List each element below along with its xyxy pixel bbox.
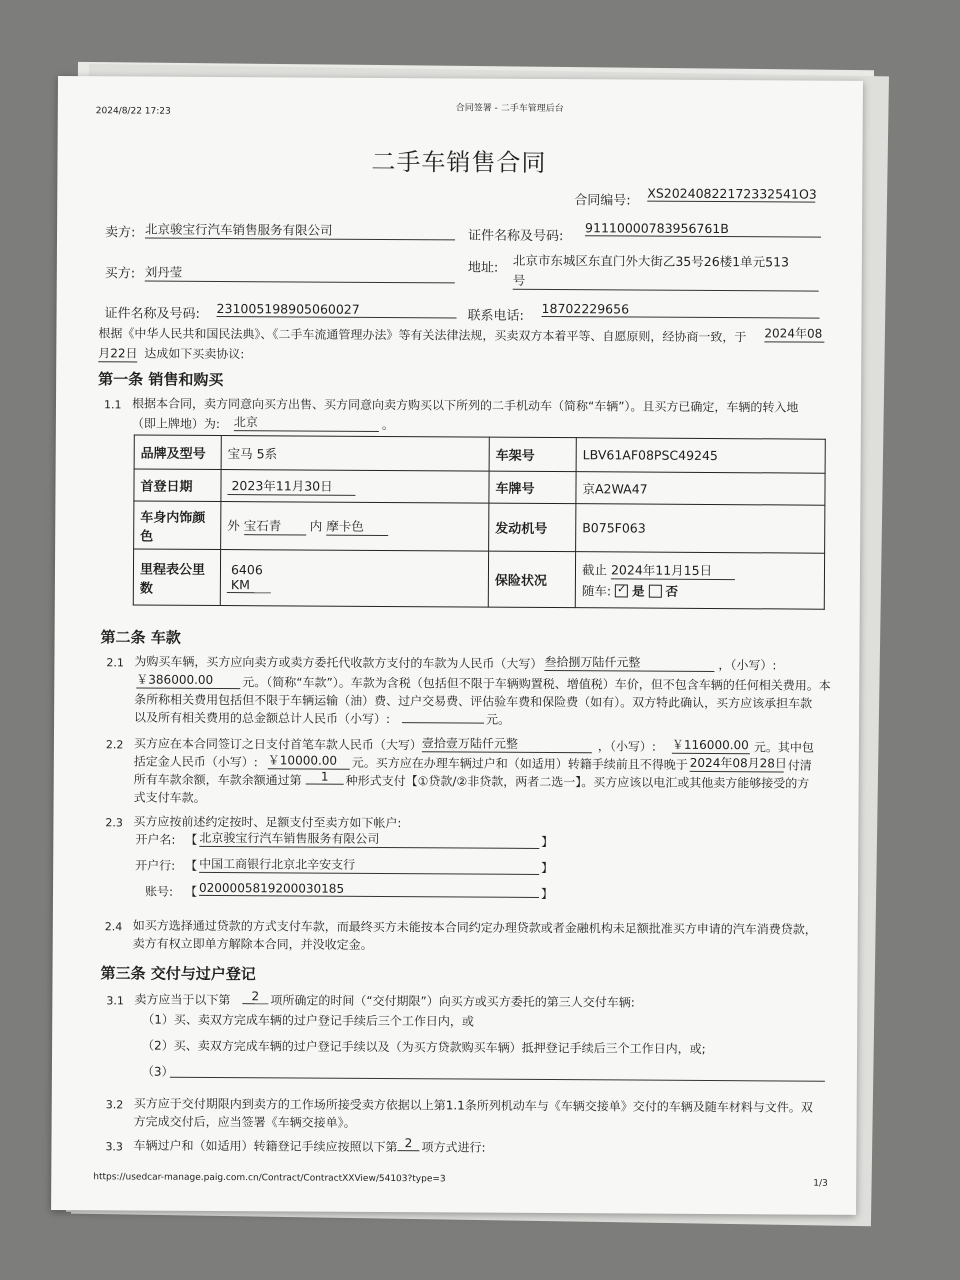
first-payment-number: ￥116000.00: [672, 736, 750, 754]
color-cell: [221, 502, 489, 552]
color-label-2: 色: [140, 529, 154, 545]
clause-3-1-num: 3.1: [106, 994, 124, 1008]
clause-3-3-line1-end: 项方式进行:: [421, 1140, 486, 1155]
clause-2-1-line1: 为购买车辆，买方应向卖方或卖方委托代收款方支付的车款为人民币（大写）: [134, 654, 543, 671]
address-line2: 号: [513, 271, 819, 292]
clause-3-2-num: 3.2: [105, 1098, 124, 1112]
plate-label: 车牌号: [489, 471, 576, 504]
payment-deadline: 2024年08月28日: [689, 755, 787, 771]
article-1-title: 第一条 销售和购买: [98, 370, 224, 390]
mileage-label-cell: [133, 549, 220, 606]
contract-page: [51, 76, 863, 1215]
clause-3-1-line1-end: 项所确定的时间（“交付期限”）向买方或买方委托的第三人交付车辆:: [270, 993, 635, 1010]
vin-label: 车架号: [489, 437, 576, 472]
bank-rb: 】: [541, 860, 554, 876]
plate-value: 京A2WA47: [576, 472, 825, 506]
clause-3-3-line1: 车辆过户和（如适用）转籍登记手续应按照以下第: [133, 1138, 398, 1155]
clause-2-2-line3-end: 种形式支付【①贷款/②非贷款，两者二选一】。买方应该以电汇或其他卖方能够接受的方: [345, 773, 810, 791]
intro-line2: 达成如下买卖协议:: [144, 346, 245, 362]
page-title: 二手车销售合同: [371, 147, 547, 177]
phone: 18702229656: [542, 301, 820, 319]
account-name: 北京骏宝行汽车销售服务有限公司: [199, 829, 539, 849]
clause-1-1-num: 1.1: [103, 398, 122, 412]
account-name-rb: 】: [541, 834, 554, 850]
article-2-title: 第二条 车款: [100, 628, 181, 647]
clause-2-4-num: 2.4: [104, 920, 123, 934]
contract-no: XS20240822172332541O3: [647, 185, 817, 202]
mileage-label-2: 数: [139, 581, 153, 597]
clause-2-3-num: 2.3: [105, 816, 123, 830]
total-amount-blank: [402, 708, 484, 724]
phone-label: 联系电话:: [467, 308, 524, 324]
with-car-label: 随车:: [581, 583, 612, 599]
mileage-cell: [220, 550, 488, 608]
clause-3-3-num: 3.3: [105, 1140, 123, 1154]
account-name-lb: 【: [185, 832, 198, 847]
footer-page-number: 1/3: [813, 1178, 828, 1189]
clause-3-1-opt3: （3）: [141, 1064, 174, 1079]
clause-2-2-line1: 买方应在本合同签订之日支付首笔车款人民币（大写）: [133, 736, 422, 753]
color-label-cell: [134, 501, 221, 550]
clause-3-1-opt3-blank: [170, 1063, 825, 1082]
print-timestamp: 2024/8/22 17:23: [95, 106, 171, 117]
clause-2-1-line4-end: 元。: [486, 712, 511, 727]
price-chinese: 叁拾捌万陆仟元整: [544, 653, 714, 672]
buyer-label: 买方:: [104, 266, 136, 282]
clause-2-3-text: 买方应按前述约定按时、足额支付至卖方如下帐户:: [133, 814, 402, 831]
clause-3-1-line1: 卖方应当于以下第: [134, 992, 231, 1008]
clause-3-1-opt2: （2）买、卖双方完成车辆的过户登记手续以及（为买方贷款购买车辆）抵押登记手续后三个工作日内，或;: [142, 1038, 706, 1056]
clause-2-2-line2: 括定金人民币（小写）:: [133, 754, 258, 770]
seller-id: 91110000783956761B: [585, 220, 821, 237]
first-payment-chinese: 壹拾壹万陆仟元整: [422, 734, 592, 753]
insurance-label: 保险状况: [488, 551, 575, 608]
clause-2-1-line4: 以及所有相关费用的总金额总计人民币（小写）:: [134, 710, 391, 727]
clause-3-2-line2: 方完成交付后，应当签署《车辆交接单》。: [133, 1114, 356, 1130]
exterior-prefix: 外: [227, 518, 240, 534]
seller-id-label: 证件名称及号码:: [467, 228, 564, 245]
exterior-color: 宝石青: [244, 516, 306, 535]
clause-2-2-line1-end: 元。其中包: [753, 740, 814, 755]
clause-1-1-dot: 。: [381, 417, 394, 433]
article-3-title: 第三条 交付与过户登记: [100, 964, 256, 984]
clause-2-4-line1: 如买方选择通过贷款的方式支付车款，而最终买方未能按本合同约定办理贷款或者金融机构未足额批准买方申请的汽车消费贷款，: [132, 918, 817, 937]
insurance-prefix: 截止: [581, 562, 608, 578]
deposit-amount: ￥10000.00: [268, 751, 350, 770]
clause-1-1-line2: （即上牌地）为:: [131, 416, 220, 431]
clause-2-2-line3: 所有车款余额，车款余额通过第: [133, 772, 302, 788]
seller-label: 卖方:: [104, 225, 136, 241]
no-label: 否: [665, 583, 679, 599]
yes-label: 是: [632, 583, 645, 599]
address-line1: 北京市东城区东直门外大街乙35号26楼1单元513: [512, 252, 790, 270]
mileage-label-1: 里程表公里: [139, 562, 206, 578]
price-number: ￥386000.00: [136, 670, 240, 689]
payment-method-no: 1: [306, 770, 344, 785]
clause-2-2-num: 2.2: [105, 738, 124, 752]
clause-2-1-line1-end: ，（小写）:: [718, 658, 777, 673]
reg-date-value: 2023年11月30日: [227, 476, 355, 496]
clause-2-2-line2-end: 付清: [787, 758, 812, 773]
transfer-option: 2: [397, 1136, 419, 1151]
color-label-1: 车身内饰颜: [140, 510, 206, 526]
address-label: 地址:: [467, 260, 499, 276]
account-name-label: 开户名:: [135, 832, 176, 847]
clause-2-4-line2: 卖方有权立即单方解除本合同，并没收定金。: [132, 936, 373, 952]
clause-2-1-line3: 条所称相关费用包括但不限于车辆运输（油）费、过户交易费、评估验车费和保险费（如有）。双方特此确认，买方应该承担车款: [134, 692, 813, 711]
buyer-name: 刘丹莹: [145, 263, 455, 284]
bank-lb: 【: [185, 858, 198, 873]
bank-label: 开户行:: [135, 858, 176, 873]
transfer-city: 北京: [234, 413, 379, 432]
interior-prefix: 内: [309, 518, 323, 534]
account-no-rb: 】: [540, 886, 554, 902]
checkbox-yes-icon[interactable]: [615, 584, 628, 597]
delivery-option: 2: [242, 989, 268, 1004]
reg-date-cell: [221, 470, 489, 504]
clause-2-1-num: 2.1: [106, 656, 124, 670]
clause-2-1-line2: 元。（简称“车款”）。车款为含税（包括但不限于车辆购置税、增值税）车价，但不包含车辆的任何相关费用。本: [242, 675, 831, 693]
clause-2-2-line2-mid: 元。买方应在办理车辆过户和（如适用）转籍手续前且不得晚于: [351, 755, 688, 772]
footer-url: https://usedcar-manage.paig.com.cn/Contract/ContractXXView/54103?type=3: [93, 1172, 446, 1185]
reg-date-label: 首登日期: [134, 469, 221, 502]
clause-3-2-line1: 买方应于交付期限内到卖方的工作场所接受卖方依据以上第1.1条所列机动车与《车辆交接单》交付的车辆及随车材料与文件。双: [133, 1096, 813, 1115]
seller-name: 北京骏宝行汽车销售服务有限公司: [145, 220, 455, 241]
insurance-cell: [575, 552, 824, 610]
vin-value: LBV61AF08PSC49245: [576, 438, 825, 474]
contract-no-label: 合同编号:: [574, 193, 631, 209]
clause-1-1-line1: 根据本合同，卖方同意向买方出售、买方同意向卖方购买以下所列的二手机动车（简称“车辆”）。且买方已确定，车辆的转入地: [131, 396, 799, 415]
checkbox-no-icon[interactable]: [649, 585, 662, 598]
interior-color: 摩卡色: [326, 517, 388, 536]
engine-value: B075F063: [576, 504, 825, 554]
insurance-date: 2024年11月15日: [611, 560, 735, 580]
buyer-id: 231005198905060027: [217, 301, 457, 318]
vehicle-table: [133, 434, 826, 609]
intro-date-a: 2024年08: [764, 324, 824, 342]
bank-name: 中国工商银行北京北辛安支行: [199, 855, 539, 875]
print-site-title: 合同签署 - 二手车管理后台: [455, 103, 564, 115]
account-no: 0200005819200030185: [199, 881, 539, 898]
clause-3-1-opt1: （1）买、卖双方完成车辆的过户登记手续后三个工作日内，或: [142, 1012, 474, 1029]
account-no-label: 账号:: [144, 884, 174, 899]
brand-value: 宝马 5系: [221, 436, 489, 472]
clause-2-2-line1-mid: ，（小写）:: [597, 739, 657, 754]
clause-2-2-line4: 式支付车款。: [133, 790, 206, 805]
intro-date-b: 月22日: [98, 346, 138, 361]
engine-label: 发动机号: [489, 503, 576, 552]
intro-line1: 根据《中华人民共和国民法典》、《二手车流通管理办法》等有关法律法规，买卖双方本着平等、自愿原则，经协商一致，于: [98, 326, 747, 345]
buyer-id-label: 证件名称及号码:: [104, 306, 200, 322]
brand-label: 品牌及型号: [134, 435, 221, 470]
mileage-value: 6406 KM: [227, 562, 271, 593]
account-no-lb: 【: [184, 884, 198, 899]
